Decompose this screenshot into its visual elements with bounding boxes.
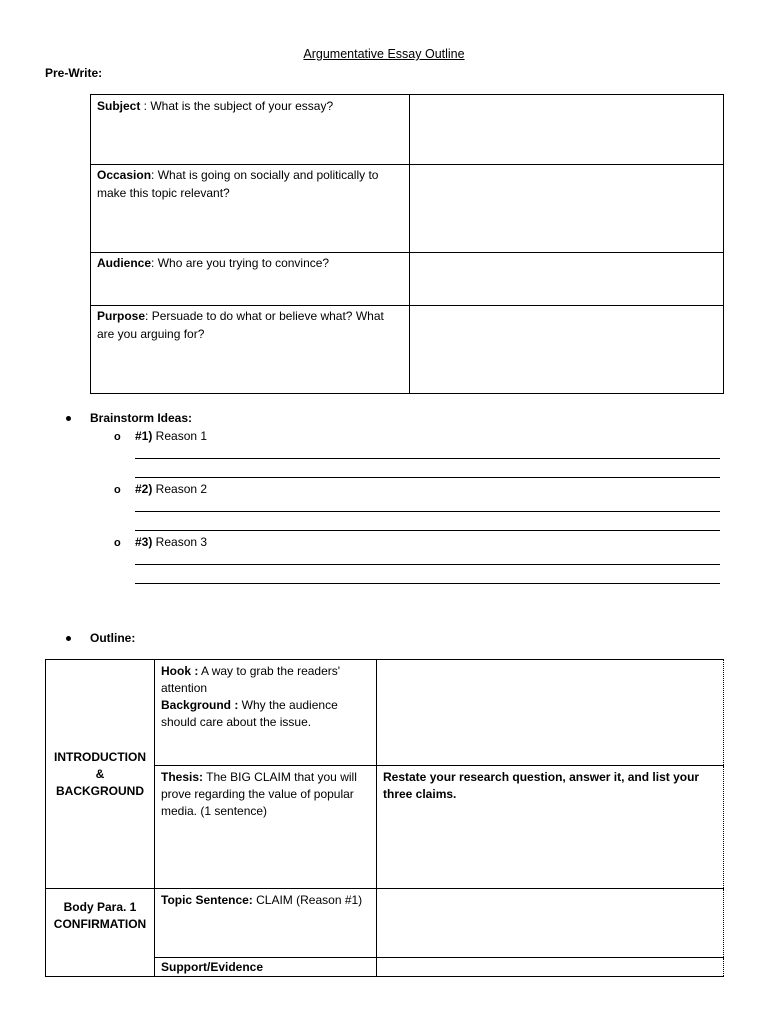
answer-line[interactable] xyxy=(135,511,720,512)
thesis-label: Thesis: xyxy=(161,770,204,784)
topic-label: Topic Sentence: xyxy=(161,893,253,907)
document-title: Argumentative Essay Outline xyxy=(303,47,465,61)
answer-line[interactable] xyxy=(135,458,720,459)
reason-num: #2) xyxy=(135,482,153,496)
reason-text: Reason 1 xyxy=(152,429,208,443)
hook-text: A way to grab the readers' attention xyxy=(161,664,341,695)
topic-answer-cell[interactable] xyxy=(377,889,724,958)
answer-line[interactable] xyxy=(135,564,720,565)
body1-label: Body Para. 1 CONFIRMATION xyxy=(46,889,155,977)
reason-num: #3) xyxy=(135,535,153,549)
sub-bullet-icon: o xyxy=(114,484,121,496)
prewrite-question-cell xyxy=(91,95,410,165)
prewrite-row-label: Occasion xyxy=(97,168,152,182)
prewrite-row-sep: : xyxy=(151,256,158,270)
outline-table xyxy=(45,659,724,977)
prewrite-row-text: Who are you trying to convince? xyxy=(157,256,330,270)
prewrite-answer-cell[interactable] xyxy=(410,165,724,253)
reason-num: #1) xyxy=(135,429,153,443)
outline-row-hook xyxy=(46,660,724,766)
prewrite-row-sep: : xyxy=(151,168,158,182)
bullet-icon xyxy=(66,416,71,421)
support-answer-cell[interactable] xyxy=(377,958,724,977)
reason-text: Reason 3 xyxy=(152,535,208,549)
answer-line[interactable] xyxy=(135,530,720,531)
prewrite-row-text: Persuade to do what or believe what? What are you arguing for? xyxy=(97,309,384,341)
prewrite-table xyxy=(90,94,724,394)
prewrite-row-label: Subject xyxy=(97,99,141,113)
prewrite-row-text: What is the subject of your essay? xyxy=(150,99,334,113)
brainstorm-label: Brainstorm Ideas: xyxy=(90,411,193,425)
prewrite-row-purpose xyxy=(91,306,724,394)
background-text: Why the audience should care about the issue. xyxy=(161,698,338,729)
prewrite-answer-cell[interactable] xyxy=(410,253,724,306)
support-label: Support/Evidence xyxy=(161,960,264,974)
hook-answer-cell[interactable] xyxy=(377,660,724,766)
sub-bullet-icon: o xyxy=(114,431,121,443)
prewrite-answer-cell[interactable] xyxy=(410,95,724,165)
thesis-answer-cell[interactable] xyxy=(377,766,724,889)
reason-3 xyxy=(135,535,207,549)
prewrite-row-sep: : xyxy=(140,99,151,113)
reason-1 xyxy=(135,429,207,443)
prewrite-label: Pre-Write: xyxy=(45,66,103,80)
prewrite-question-cell xyxy=(91,306,410,394)
prewrite-row-subject xyxy=(91,95,724,165)
hook-cell xyxy=(155,660,377,766)
answer-line[interactable] xyxy=(135,477,720,478)
prewrite-row-audience xyxy=(91,253,724,306)
thesis-text: The BIG CLAIM that you will prove regarding the value of popular media. (1 sentence) xyxy=(161,770,357,818)
prewrite-row-occasion xyxy=(91,165,724,253)
answer-line[interactable] xyxy=(135,583,720,584)
outline-label: Outline: xyxy=(90,631,136,645)
reason-2 xyxy=(135,482,207,496)
prewrite-row-text: What is going on socially and politically to make this topic relevant? xyxy=(97,168,379,200)
prewrite-question-cell xyxy=(91,165,410,253)
prewrite-row-sep: : xyxy=(145,309,152,323)
reason-text: Reason 2 xyxy=(152,482,208,496)
prewrite-question-cell xyxy=(91,253,410,306)
thesis-note: Restate your research question, answer it, and list your three claims. xyxy=(383,770,700,801)
hook-label: Hook : xyxy=(161,664,199,678)
intro-label: INTRODUCTION & BACKGROUND xyxy=(46,660,155,889)
sub-bullet-icon: o xyxy=(114,537,121,549)
support-cell xyxy=(155,958,377,977)
bullet-icon xyxy=(66,636,71,641)
background-label: Background : xyxy=(161,698,239,712)
prewrite-row-label: Purpose xyxy=(97,309,146,323)
thesis-cell xyxy=(155,766,377,889)
prewrite-row-label: Audience xyxy=(97,256,152,270)
prewrite-answer-cell[interactable] xyxy=(410,306,724,394)
topic-cell xyxy=(155,889,377,958)
topic-text: CLAIM (Reason #1) xyxy=(252,893,363,907)
outline-row-topic xyxy=(46,889,724,958)
